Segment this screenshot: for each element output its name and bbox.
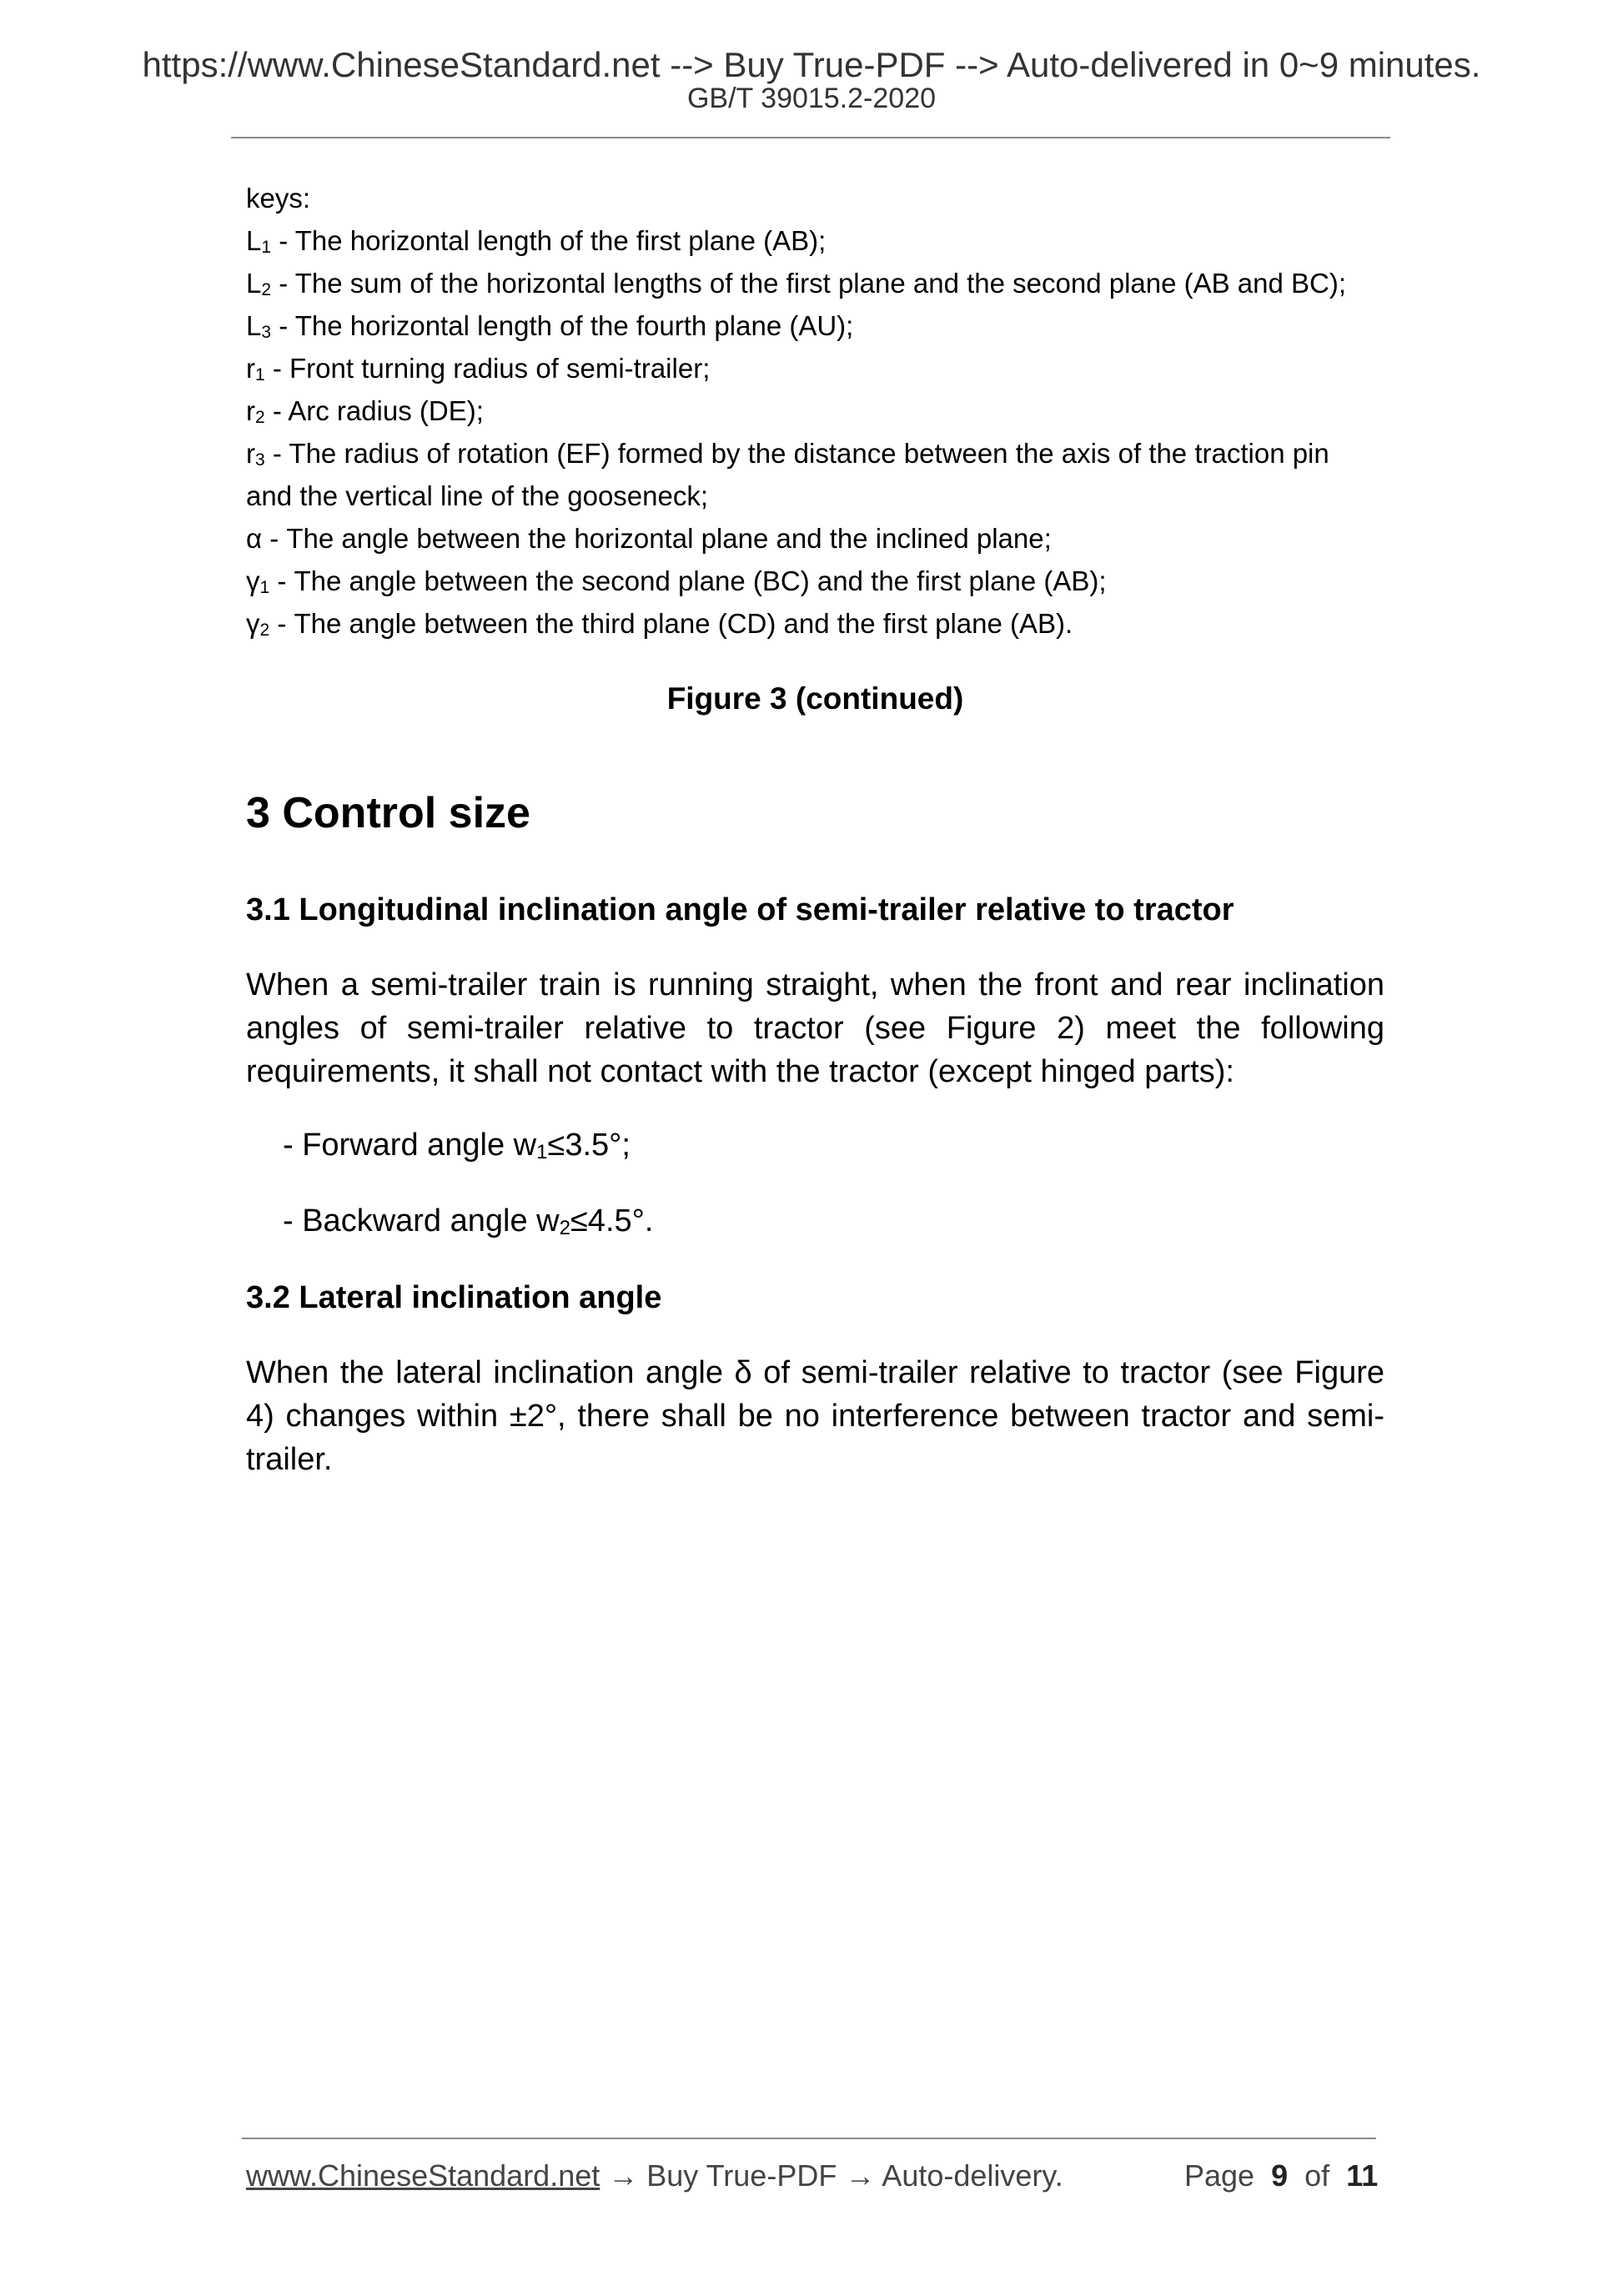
key-symbol	[246, 268, 271, 299]
list-item-subscript: 1	[536, 1141, 548, 1163]
paragraph-line: requirements, it shall not contact with the tractor (except hinged parts):	[246, 1054, 1234, 1089]
key-item	[246, 267, 1384, 300]
key-symbol-letter: γ	[246, 565, 260, 596]
key-symbol-letter: L	[246, 310, 262, 341]
header-divider	[231, 137, 1390, 138]
figure-caption: Figure 3 (continued)	[666, 681, 964, 716]
key-symbol	[246, 310, 271, 341]
list-item	[283, 1126, 631, 1164]
key-symbol-letter: L	[246, 225, 262, 256]
key-item	[246, 394, 1384, 428]
standard-code: GB/T 39015.2-2020	[686, 83, 937, 114]
key-description: - The horizontal length of the fourth plane (AU);	[271, 310, 854, 341]
key-description: - The sum of the horizontal lengths of the first plane and the second plane (AB and BC);	[271, 268, 1347, 299]
key-symbol	[246, 523, 262, 554]
key-description: - Arc radius (DE);	[264, 395, 484, 426]
key-description: - The horizontal length of the first plane (AB);	[271, 225, 827, 256]
paragraph-line: 4) changes within ±2°, there shall be no interference between tractor and semi-	[246, 1399, 1384, 1434]
key-symbol	[246, 395, 265, 426]
footer-divider	[242, 2138, 1376, 2139]
key-symbol-subscript: 1	[255, 365, 265, 384]
page-of-label: of	[1304, 2158, 1330, 2193]
section-heading: 3 Control size	[246, 789, 530, 837]
key-symbol-letter: α	[246, 523, 263, 554]
keys-title: keys:	[246, 183, 311, 214]
key-description: - The angle between the third plane (CD) and the first plane (AB).	[269, 608, 1073, 639]
key-symbol-subscript: 3	[255, 450, 265, 470]
key-symbol-subscript: 1	[259, 578, 270, 597]
page-current: 9	[1271, 2158, 1289, 2193]
subsection-heading: 3.1 Longitudinal inclination angle of semi-trailer relative to tractor	[246, 892, 1234, 927]
key-symbol	[246, 438, 265, 469]
key-symbol-letter: r	[246, 353, 255, 384]
key-symbol-subscript: 2	[255, 408, 265, 427]
key-description: - The radius of rotation (EF) formed by the distance between the axis of the traction pin	[264, 438, 1329, 469]
list-item-text: - Backward angle w	[283, 1203, 560, 1238]
key-description: - The angle between the horizontal plane and the inclined plane;	[262, 523, 1052, 554]
paragraph	[246, 1351, 1384, 1481]
key-symbol-subscript: 2	[261, 280, 272, 299]
key-symbol	[246, 353, 265, 384]
key-description: - Front turning radius of semi-trailer;	[264, 353, 711, 384]
paragraph-line: When the lateral inclination angle δ of semi-trailer relative to tractor (see Figure	[246, 1355, 1384, 1390]
site-banner: https://www.ChineseStandard.net --> Buy True-PDF --> Auto-delivered in 0~9 minutes.	[142, 45, 1481, 84]
page-number	[1184, 2158, 1379, 2194]
footer-promo-text: → Buy True-PDF → Auto-delivery.	[600, 2158, 1063, 2193]
key-item	[246, 607, 1384, 641]
key-item	[246, 437, 1384, 470]
key-symbol-subscript: 1	[261, 238, 272, 257]
key-symbol-letter: γ	[246, 608, 260, 639]
list-item-value: ≤3.5°;	[547, 1128, 631, 1163]
paragraph-line: trailer.	[246, 1442, 333, 1477]
footer-site-link[interactable]: www.ChineseStandard.net	[246, 2158, 600, 2193]
key-symbol-letter: L	[246, 268, 262, 299]
list-item-text: - Forward angle w	[283, 1128, 537, 1163]
key-item	[246, 352, 1384, 385]
paragraph-line: angles of semi-trailer relative to tractor (see Figure 2) meet the following	[246, 1011, 1384, 1046]
footer-promo	[246, 2158, 1063, 2194]
paragraph-line: When a semi-trailer train is running straight, when the front and rear inclination	[246, 967, 1384, 1002]
key-symbol-subscript: 2	[259, 620, 270, 640]
subsection-heading: 3.2 Lateral inclination angle	[246, 1280, 662, 1315]
page-label: Page	[1184, 2158, 1255, 2193]
key-symbol	[246, 225, 271, 256]
list-item-value: ≤4.5°.	[570, 1203, 654, 1238]
key-item	[246, 224, 1384, 258]
list-item-subscript: 2	[559, 1217, 570, 1239]
key-item	[246, 565, 1384, 598]
key-item-continuation: and the vertical line of the gooseneck;	[246, 480, 709, 511]
key-symbol-subscript: 3	[261, 323, 272, 342]
key-description: - The angle between the second plane (BC) and the first plane (AB);	[269, 565, 1107, 596]
key-item	[246, 309, 1384, 343]
paragraph	[246, 963, 1384, 1093]
key-symbol-letter: r	[246, 395, 255, 426]
page-total: 11	[1346, 2158, 1379, 2193]
key-symbol-letter: r	[246, 438, 255, 469]
key-symbol	[246, 565, 269, 596]
list-item	[283, 1202, 653, 1240]
key-item	[246, 522, 1384, 555]
key-symbol	[246, 608, 269, 639]
